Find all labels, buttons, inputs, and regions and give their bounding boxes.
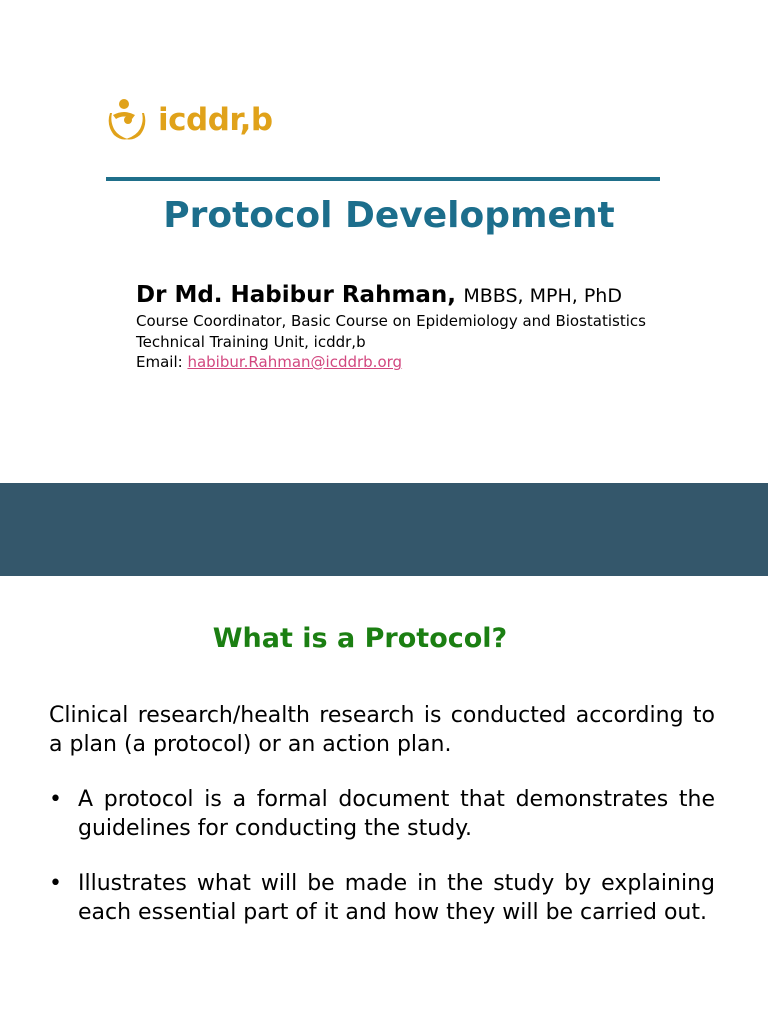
email-label: Email:: [136, 353, 183, 371]
intro-paragraph: Clinical research/health research is conducted according to a plan (a protocol) or an action plan.: [49, 703, 715, 757]
slide-separator-band: [0, 483, 768, 576]
content-slide-title: What is a Protocol?: [212, 623, 508, 654]
bullet-marker: •: [49, 787, 62, 812]
logo: [104, 96, 273, 144]
author-role: Course Coordinator, Basic Course on Epidemiology and Biostatistics: [136, 312, 646, 330]
bullet-text: A protocol is a formal document that demonstrates the guidelines for conducting the study.: [78, 787, 715, 841]
email-link[interactable]: habibur.Rahman@icddrb.org: [187, 353, 403, 371]
author-name: Dr Md. Habibur Rahman,: [136, 282, 457, 308]
logo-text: icddr,b: [158, 101, 273, 138]
author-heading: [136, 280, 622, 311]
title-slide: [0, 0, 768, 483]
list-item: [49, 869, 715, 927]
content-slide: [0, 576, 768, 1024]
author-email-line: [136, 352, 402, 372]
author-unit: Technical Training Unit, icddr,b: [136, 333, 366, 351]
author-degrees: MBBS, MPH, PhD: [463, 285, 622, 307]
icddrb-logo-icon: [104, 97, 154, 143]
bullet-marker: •: [49, 871, 62, 896]
slide-title: Protocol Development: [163, 195, 615, 236]
bullet-text: Illustrates what will be made in the study by explaining each essential part of it and how they will be carried out.: [78, 871, 715, 925]
title-divider: [106, 177, 660, 181]
list-item: [49, 785, 715, 843]
